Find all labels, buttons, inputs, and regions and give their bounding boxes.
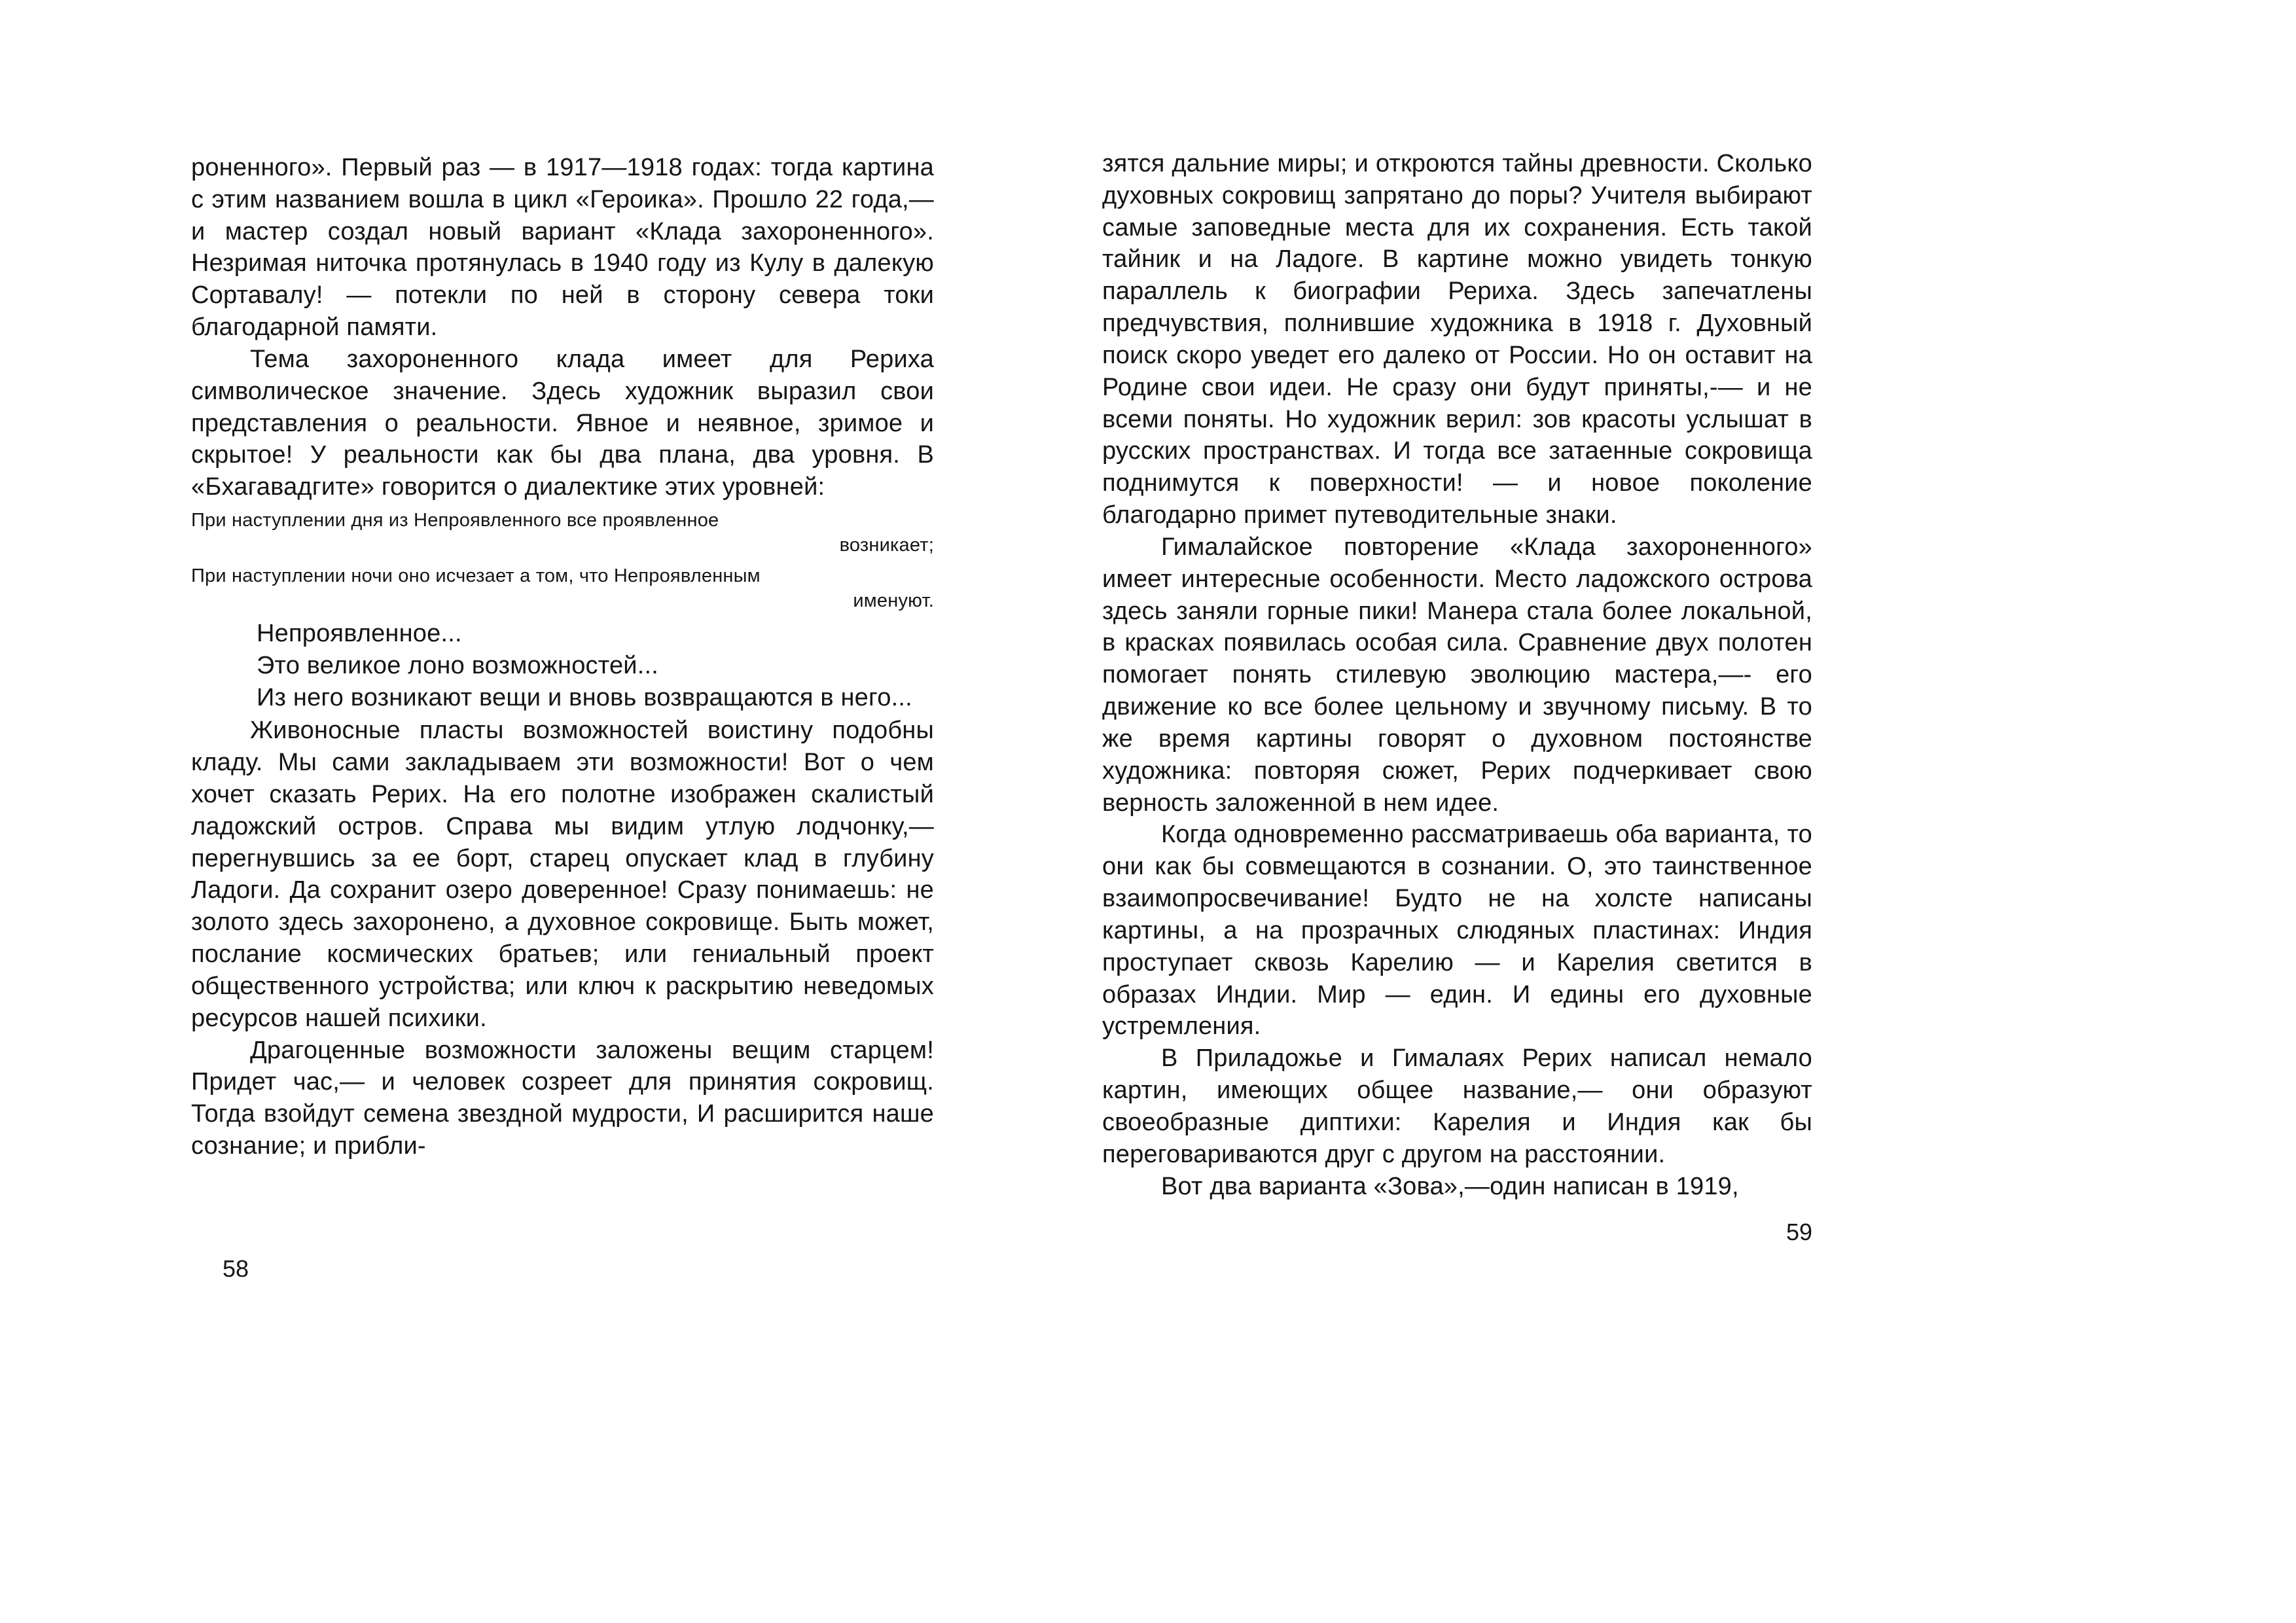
paragraph: Драгоценные возможности заложены вещим старцем! Придет час,— и человек созреет для принятия сокровищ. Тогда взойдут семена звездной мудрости, И расширится наше сознание; и прибли-	[191, 1036, 934, 1160]
paragraph: роненного». Первый раз — в 1917—1918 годах: тогда картина с этим названием вошла в цикл «Героика». Прошло 22 года,— и мастер создал новый вариант «Клада захороненного». Незримая ниточка протянулась в 1940 году из Кулу в далекую Сортавалу! — потекли по ней в сторону севера токи благодарной памяти.	[191, 154, 934, 342]
verse-line: Непроявленное...	[257, 619, 462, 647]
verse-line: Из него возникают вещи и вновь возвращаются в него...	[257, 683, 912, 711]
verse-line: Это великое лоно возможностей...	[257, 651, 658, 679]
quote-line: При наступлении ночи оно исчезает а том, что Непроявленным	[191, 565, 761, 587]
quote-line-end: именуют.	[853, 590, 934, 612]
verse-block	[191, 618, 934, 713]
page-number-right: 59	[1785, 1219, 1812, 1245]
paragraph: Гималайское повторение «Клада захороненного» имеет интересные особенности. Место ладожского острова здесь заняли горные пики! Манера стала более локальной, в красках появилась особая сила. Сравнение двух полотен помогает понять стилевую эволюцию мастера,—- его движение ко все более цельному и звучному письму. В то же время картины говорят о духовном постоянстве художника: повторяя сюжет, Рерих подчеркивает свою верность заложенной в нем идее.	[1102, 533, 1812, 817]
quote-block	[191, 508, 934, 614]
quote-line-end: возникает;	[839, 534, 934, 556]
paragraph: Когда одновременно рассматриваешь оба варианта, то они как бы совмещаются в сознании. О, это таинственное взаимопросвечивание! Будто не на холсте написаны картины, а на прозрачных слюдяных пластинах: Индия проступает сквозь Карелию — и Карелия светится в образах Индии. Мир — един. И едины его духовные устремления.	[1102, 821, 1812, 1041]
paragraph: Вот два варианта «Зова»,—один написан в 1919,	[1161, 1172, 1739, 1200]
paragraph: зятся дальние миры; и откроются тайны древности. Сколько духовных сокровищ запрятано до поры? Учителя выбирают самые заповедные места для их сохранения. Есть такой тайник и на Ладоге. В картине можно увидеть тонкую параллель к биографии Рериха. Здесь запечатлены предчувствия, полнившие художника в 1918 г. Духовный поиск скоро уведет его далеко от России. Но он оставит на Родине свои идеи. Не сразу они будут приняты,-— и не всеми поняты. Но художник верил: зов красоты услышат в русских пространствах. И тогда все затаенные сокровища поднимутся к поверхности! — и новое поколение благодарно примет путеводительные знаки.	[1102, 150, 1812, 529]
left-page-text-column	[191, 152, 934, 1162]
quote-line: При наступлении дня из Непроявленного все проявленное	[191, 510, 719, 531]
paragraph: В Приладожье и Гималаях Рерих написал немало картин, имеющих общее название,— они образуют своеобразные диптихи: Карелия и Индия как бы переговариваются друг с другом на расстоянии.	[1102, 1044, 1812, 1168]
page-number-left: 58	[223, 1255, 249, 1282]
paragraph: Тема захороненного клада имеет для Рериха символическое значение. Здесь художник выразил свои представления о реальности. Явное и неявное, зримое и скрытое! У реальности как бы два плана, два уровня. В «Бхагавадгите» говорится о диалектике этих уровней:	[191, 345, 934, 501]
paragraph: Живоносные пласты возможностей воистину подобны кладу. Мы сами закладываем эти возможности! Вот о чем хочет сказать Рерих. На его полотне изображен скалистый ладожский остров. Справа мы видим утлую лодчонку,— перегнувшись за ее борт, старец опускает клад в глубину Ладоги. Да сохранит озеро доверенное! Сразу понимаешь: не золото здесь захоронено, а духовное сокровище. Быть может, послание космических братьев; или гениальный проект общественного устройства; или ключ к раскрытию неведомых ресурсов нашей психики.	[191, 717, 934, 1032]
right-page-text-column	[1102, 148, 1812, 1202]
